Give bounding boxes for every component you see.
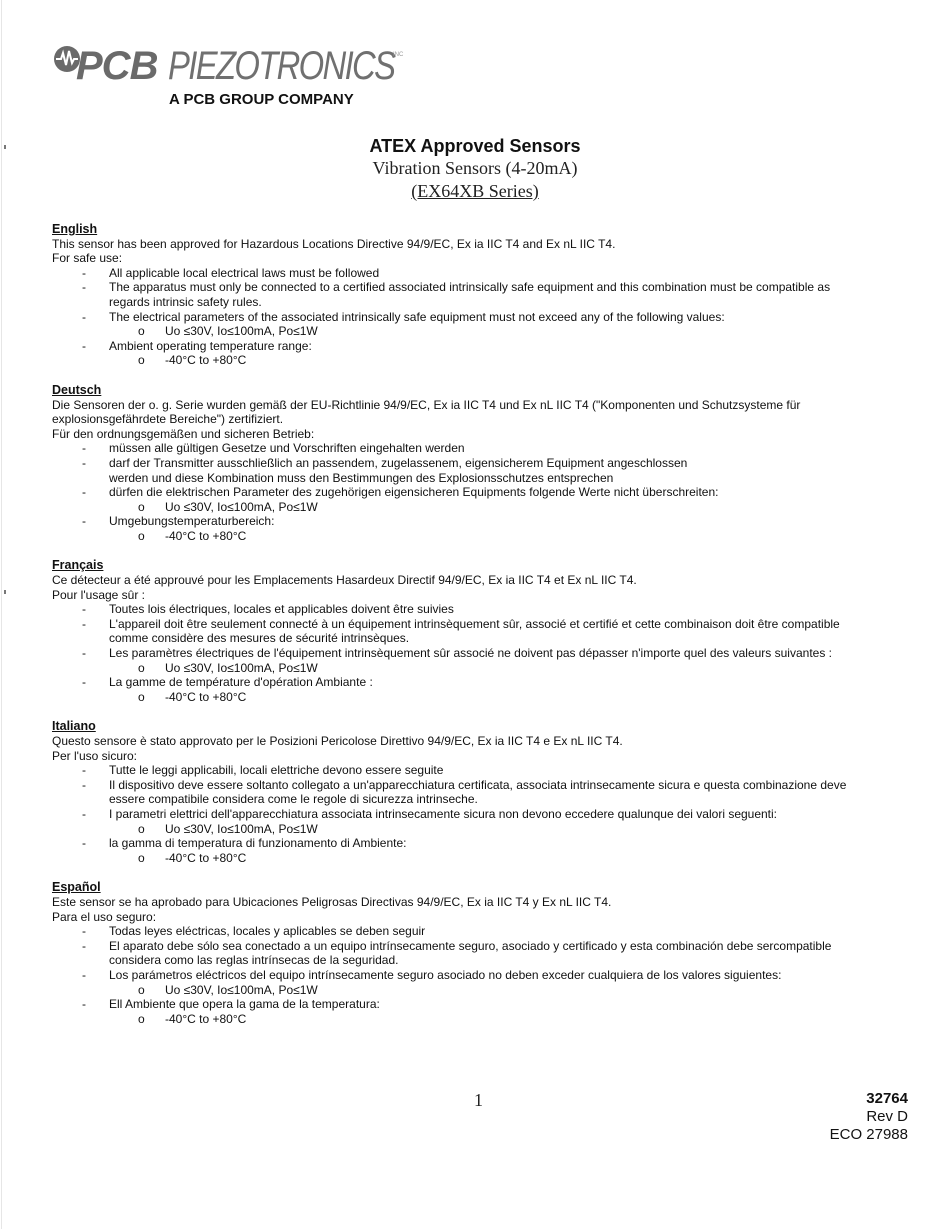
circle-bullet: o	[138, 850, 145, 865]
requirement-text: dürfen die elektrischen Parameter des zugehörigen eigensicheren Equipments folgende Werte nicht überschreiten:	[109, 485, 719, 500]
requirement-text: Ell Ambiente que opera la gama de la temperatura:	[109, 997, 380, 1012]
requirement-value: -40°C to +80°C	[165, 353, 247, 368]
requirement-value: Uo ≤30V, Io≤100mA, Po≤1W	[165, 982, 318, 997]
dash-bullet: -	[82, 514, 86, 529]
requirement-text: Toutes lois électriques, locales et applicables doivent être suivies	[109, 602, 454, 617]
requirement-text: La gamme de température d'opération Ambiante :	[109, 675, 373, 690]
requirement-value-item	[52, 822, 912, 837]
dash-bullet: -	[82, 616, 86, 631]
safe-use-heading: Für den ordnungsgemäßen und sicheren Betrieb:	[52, 426, 315, 441]
requirement-value-item	[52, 983, 912, 998]
circle-bullet: o	[138, 982, 145, 997]
circle-bullet: o	[138, 689, 145, 704]
dash-bullet: -	[82, 265, 86, 280]
requirement-text: Umgebungstemperaturbereich:	[109, 514, 275, 529]
language-section	[52, 880, 912, 1026]
safety-requirement-item	[52, 602, 912, 617]
requirement-value: -40°C to +80°C	[165, 850, 247, 865]
requirement-value: Uo ≤30V, Io≤100mA, Po≤1W	[165, 821, 318, 836]
dash-bullet: -	[82, 338, 86, 353]
language-heading: Italiano	[52, 719, 96, 734]
document-title: ATEX Approved Sensors	[369, 136, 581, 156]
requirement-text: comme considère des mesures de sécurité intrinsèques.	[109, 631, 410, 646]
dash-bullet: -	[82, 806, 86, 821]
safety-requirement-item	[52, 456, 912, 485]
dash-bullet: -	[82, 763, 86, 778]
safety-requirement-item	[52, 675, 912, 690]
requirement-text: Les paramètres électriques de l'équipement intrinsèquement sûr associé ne doivent pas dépasser n'importe quel des valeurs suivantes :	[109, 646, 832, 661]
dash-bullet: -	[82, 675, 86, 690]
safe-use-heading: Pour l'usage sûr :	[52, 587, 146, 602]
safety-requirement-item	[52, 514, 912, 529]
dash-bullet: -	[82, 967, 86, 982]
safe-use-heading: Para el uso seguro:	[52, 909, 157, 924]
requirement-text: All applicable local electrical laws must be followed	[109, 265, 380, 280]
requirement-value: Uo ≤30V, Io≤100mA, Po≤1W	[165, 324, 318, 339]
circle-bullet: o	[138, 499, 145, 514]
language-section	[52, 222, 912, 368]
dash-bullet: -	[82, 280, 86, 295]
safety-requirement-item	[52, 836, 912, 851]
safety-requirement-item	[52, 778, 912, 807]
circle-bullet: o	[138, 353, 145, 368]
requirement-value-item	[52, 353, 912, 368]
requirement-text: werden und diese Kombination muss den Bestimmungen des Explosionsschutzes entsprechen	[109, 470, 614, 485]
language-heading: Deutsch	[52, 382, 102, 397]
approval-statement: Este sensor se ha aprobado para Ubicaciones Peligrosas Directivas 94/9/EC, Ex ia IIC T4 y Ex nL IIC T4.	[52, 894, 612, 909]
approval-statement: Ce détecteur a été approuvé pour les Emplacements Hasardeux Directif 94/9/EC, Ex ia IIC T4 et Ex nL IIC T4.	[52, 573, 637, 588]
requirement-text: regards intrinsic safety rules.	[109, 294, 262, 309]
requirement-text: müssen alle gültigen Gesetze und Vorschriften eingehalten werden	[109, 441, 465, 456]
safety-requirement-item	[52, 763, 912, 778]
requirement-text: I parametri elettrici dell'apparecchiatura associata intrinsecamente sicura non devono eccedere qualunque dei valori seguenti:	[109, 806, 778, 821]
requirement-text: The apparatus must only be connected to a certified associated intrinsically safe equipment and this combination must be compatible as	[109, 280, 831, 295]
approval-statement: Questo sensore è stato approvato per le Posizioni Pericolose Direttivo 94/9/EC, Ex ia IIC T4 e Ex nL IIC T4.	[52, 734, 623, 748]
safety-requirement-item	[52, 266, 912, 281]
eco-number: ECO 27988	[829, 1126, 908, 1143]
scan-mark	[4, 590, 6, 594]
requirement-text: El aparato debe sólo sea conectado a un equipo intrínsecamente seguro, asociado y certificado y esta combinación debe sercompatible	[109, 938, 832, 953]
circle-bullet: o	[138, 528, 145, 543]
document-subtitle: Vibration Sensors (4-20mA)	[372, 158, 578, 178]
language-heading: Français	[52, 558, 104, 573]
circle-bullet: o	[138, 660, 145, 675]
requirement-value-item	[52, 1012, 912, 1027]
requirement-text: L'appareil doit être seulement connecté à un équipement intrinsèquement sûr, associé et certifié et cette combinaison doit être compatible	[109, 616, 840, 631]
document-number: 32764	[866, 1090, 908, 1107]
requirement-value-item	[52, 661, 912, 676]
dash-bullet: -	[82, 485, 86, 500]
dash-bullet: -	[82, 836, 86, 851]
requirement-value-item	[52, 529, 912, 544]
requirement-value: Uo ≤30V, Io≤100mA, Po≤1W	[165, 499, 318, 514]
safety-requirement-item	[52, 310, 912, 325]
requirement-value-item	[52, 324, 912, 339]
requirement-value: -40°C to +80°C	[165, 689, 247, 704]
requirement-value: Uo ≤30V, Io≤100mA, Po≤1W	[165, 660, 318, 675]
requirement-text: Tutte le leggi applicabili, locali elettriche devono essere seguite	[109, 763, 444, 778]
requirement-text: considera como las reglas intrínsecas de la seguridad.	[109, 953, 399, 968]
safety-requirement-item	[52, 939, 912, 968]
safety-requirement-item	[52, 968, 912, 983]
requirement-text: Todas leyes eléctricas, locales y aplicables se deben seguir	[109, 924, 426, 939]
safety-requirement-item	[52, 339, 912, 354]
dash-bullet: -	[82, 938, 86, 953]
approval-statement: Die Sensoren der o. g. Serie wurden gemäß der EU-Richtlinie 94/9/EC, Ex ia IIC T4 und Ex nL IIC T4 ("Komponenten und Schutzsysteme für	[52, 397, 801, 412]
requirement-value-item	[52, 851, 912, 866]
safety-requirement-item	[52, 485, 912, 500]
language-section	[52, 719, 912, 865]
dash-bullet: -	[82, 997, 86, 1012]
logo-inc: INC	[393, 52, 404, 58]
safety-requirement-item	[52, 646, 912, 661]
safety-requirement-item	[52, 280, 912, 309]
language-section	[52, 558, 912, 704]
language-section	[52, 383, 912, 544]
document-series: (EX64XB Series)	[411, 181, 539, 201]
dash-bullet: -	[82, 602, 86, 617]
requirement-text: Il dispositivo deve essere soltanto collegato a un'apparecchiatura certificata, associata intrinsecamente sicura e questa combinazione deve	[109, 777, 847, 792]
dash-bullet: -	[82, 646, 86, 661]
circle-bullet: o	[138, 324, 145, 339]
company-logo	[52, 42, 412, 112]
document-number-block	[830, 1090, 908, 1144]
safe-use-heading: Per l'uso sicuro:	[52, 748, 137, 763]
safety-requirement-item	[52, 617, 912, 646]
requirement-text: essere compatibile considera come le regole di sicurezza intrinseche.	[109, 792, 478, 807]
safety-requirement-item	[52, 997, 912, 1012]
requirement-value: -40°C to +80°C	[165, 528, 247, 543]
language-heading: English	[52, 222, 98, 236]
requirement-value-item	[52, 500, 912, 515]
dash-bullet: -	[82, 455, 86, 470]
approval-statement: This sensor has been approved for Hazardous Locations Directive 94/9/EC, Ex ia IIC T4 and Ex nL IIC T4.	[52, 236, 616, 251]
revision: Rev D	[866, 1108, 908, 1125]
requirement-text: darf der Transmitter ausschließlich an passendem, zugelassenem, eigensicherem Equipment angeschlossen	[109, 455, 688, 470]
dash-bullet: -	[82, 777, 86, 792]
requirement-text: Ambient operating temperature range:	[109, 338, 312, 353]
logo-brand-main: PCB	[76, 44, 158, 88]
logo-brand-sub: PIEZOTRONICS	[167, 44, 394, 88]
requirement-value-item	[52, 690, 912, 705]
dash-bullet: -	[82, 309, 86, 324]
safety-requirement-item	[52, 924, 912, 939]
page-number: 1	[474, 1090, 483, 1110]
requirement-text: la gamma di temperatura di funzionamento di Ambiente:	[109, 836, 407, 851]
safety-requirement-item	[52, 441, 912, 456]
requirement-text: Los parámetros eléctricos del equipo intrínsecamente seguro asociado no deben exceder cualquiera de los valores siguientes:	[109, 967, 782, 982]
dash-bullet: -	[82, 441, 86, 456]
requirement-text: The electrical parameters of the associated intrinsically safe equipment must not exceed any of the following values:	[109, 309, 725, 324]
circle-bullet: o	[138, 821, 145, 836]
approval-statement-continued: explosionsgefährdete Bereiche") zertifiziert.	[52, 412, 284, 427]
logo-wordmark	[76, 42, 444, 90]
language-heading: Español	[52, 880, 101, 895]
safe-use-heading: For safe use:	[52, 251, 123, 266]
group-company-tagline: A PCB GROUP COMPANY	[169, 91, 354, 108]
circle-bullet: o	[138, 1011, 145, 1026]
requirement-value: -40°C to +80°C	[165, 1011, 247, 1026]
safety-requirement-item	[52, 807, 912, 822]
dash-bullet: -	[82, 924, 86, 939]
document-body	[52, 222, 912, 1041]
